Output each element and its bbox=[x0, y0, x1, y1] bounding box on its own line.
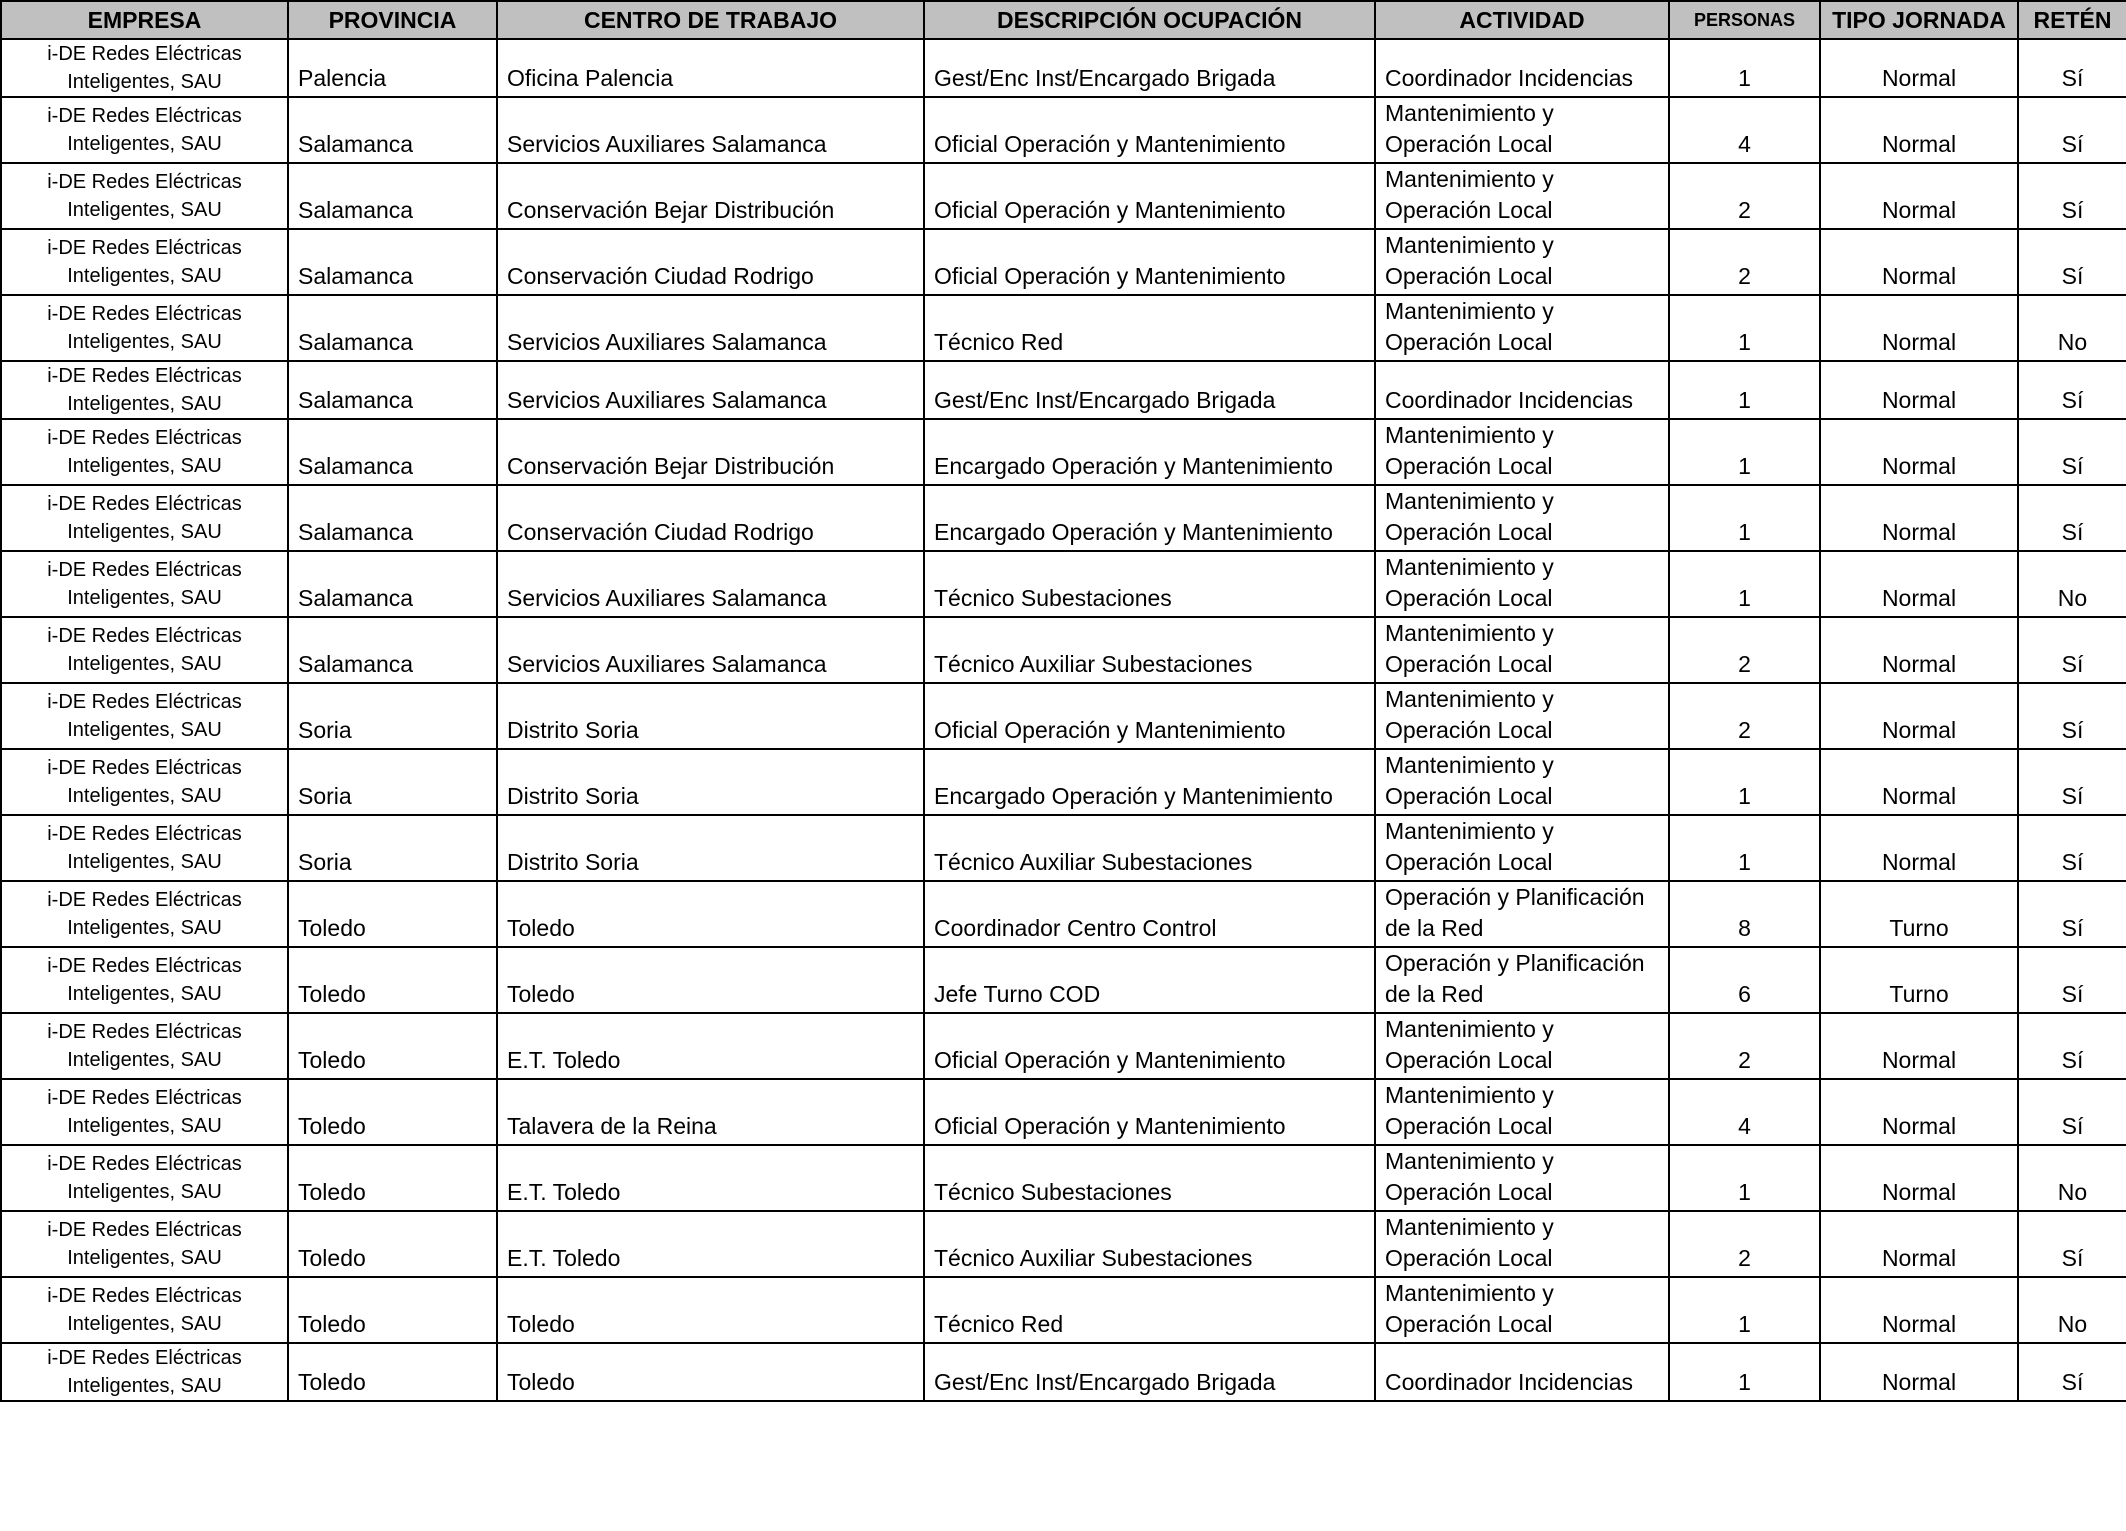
cell-descripcion-ocupacion: Oficial Operación y Mantenimiento bbox=[924, 229, 1375, 295]
cell-personas: 2 bbox=[1669, 1211, 1820, 1277]
cell-empresa bbox=[1, 551, 288, 617]
cell-tipo-jornada: Normal bbox=[1820, 1211, 2018, 1277]
cell-tipo-jornada: Normal bbox=[1820, 419, 2018, 485]
empresa-line-2: Inteligentes, SAU bbox=[67, 917, 222, 939]
actividad-line-1: Operación y Planificación bbox=[1385, 950, 1645, 976]
actividad-line-2: Operación Local bbox=[1385, 585, 1553, 611]
empresa-line-1: i-DE Redes Eléctricas bbox=[47, 105, 242, 127]
cell-centro-de-trabajo: Servicios Auxiliares Salamanca bbox=[497, 617, 924, 683]
cell-provincia: Salamanca bbox=[288, 419, 497, 485]
cell-reten: No bbox=[2018, 1277, 2126, 1343]
table-row bbox=[1, 749, 2126, 815]
table-row bbox=[1, 97, 2126, 163]
cell-reten: No bbox=[2018, 551, 2126, 617]
empresa-line-2: Inteligentes, SAU bbox=[67, 785, 222, 807]
cell-tipo-jornada: Normal bbox=[1820, 683, 2018, 749]
cell-actividad bbox=[1375, 97, 1669, 163]
cell-tipo-jornada: Normal bbox=[1820, 1343, 2018, 1401]
cell-reten: Sí bbox=[2018, 683, 2126, 749]
header-personas: PERSONAS bbox=[1669, 1, 1820, 39]
cell-centro-de-trabajo: Servicios Auxiliares Salamanca bbox=[497, 295, 924, 361]
empresa-line-1: i-DE Redes Eléctricas bbox=[47, 303, 242, 325]
cell-descripcion-ocupacion: Oficial Operación y Mantenimiento bbox=[924, 97, 1375, 163]
cell-empresa bbox=[1, 815, 288, 881]
actividad-line-2: Operación Local bbox=[1385, 717, 1553, 743]
header-centro-de-trabajo: CENTRO DE TRABAJO bbox=[497, 1, 924, 39]
cell-provincia: Salamanca bbox=[288, 551, 497, 617]
empresa-line-1: i-DE Redes Eléctricas bbox=[47, 955, 242, 977]
cell-tipo-jornada: Normal bbox=[1820, 295, 2018, 361]
actividad-line-1: Mantenimiento y bbox=[1385, 752, 1554, 778]
empresa-line-1: i-DE Redes Eléctricas bbox=[47, 171, 242, 193]
cell-centro-de-trabajo: Distrito Soria bbox=[497, 815, 924, 881]
cell-tipo-jornada: Normal bbox=[1820, 163, 2018, 229]
cell-actividad bbox=[1375, 1343, 1669, 1401]
cell-reten: No bbox=[2018, 1145, 2126, 1211]
cell-empresa bbox=[1, 1277, 288, 1343]
actividad-line-2: de la Red bbox=[1385, 915, 1484, 941]
empresa-line-2: Inteligentes, SAU bbox=[67, 1049, 222, 1071]
actividad-line-1: Mantenimiento y bbox=[1385, 232, 1554, 258]
cell-centro-de-trabajo: Oficina Palencia bbox=[497, 39, 924, 97]
empresa-line-1: i-DE Redes Eléctricas bbox=[47, 493, 242, 515]
empresa-line-2: Inteligentes, SAU bbox=[67, 1247, 222, 1269]
cell-actividad bbox=[1375, 749, 1669, 815]
cell-empresa bbox=[1, 1013, 288, 1079]
table-row bbox=[1, 815, 2126, 881]
cell-empresa bbox=[1, 683, 288, 749]
cell-provincia: Salamanca bbox=[288, 295, 497, 361]
empresa-line-1: i-DE Redes Eléctricas bbox=[47, 1021, 242, 1043]
cell-personas: 2 bbox=[1669, 229, 1820, 295]
cell-personas: 1 bbox=[1669, 1277, 1820, 1343]
cell-actividad bbox=[1375, 1013, 1669, 1079]
cell-tipo-jornada: Normal bbox=[1820, 551, 2018, 617]
empresa-line-1: i-DE Redes Eléctricas bbox=[47, 559, 242, 581]
cell-tipo-jornada: Turno bbox=[1820, 881, 2018, 947]
actividad-line-2: Operación Local bbox=[1385, 263, 1553, 289]
actividad-line-2: Operación Local bbox=[1385, 1047, 1553, 1073]
empresa-line-2: Inteligentes, SAU bbox=[67, 133, 222, 155]
empresa-line-1: i-DE Redes Eléctricas bbox=[47, 757, 242, 779]
table-row bbox=[1, 419, 2126, 485]
table-row bbox=[1, 1145, 2126, 1211]
empresa-line-2: Inteligentes, SAU bbox=[67, 455, 222, 477]
cell-actividad bbox=[1375, 485, 1669, 551]
table-row bbox=[1, 1277, 2126, 1343]
header-descripcion-ocupacion: DESCRIPCIÓN OCUPACIÓN bbox=[924, 1, 1375, 39]
cell-reten: Sí bbox=[2018, 361, 2126, 419]
empresa-line-1: i-DE Redes Eléctricas bbox=[47, 691, 242, 713]
table-row bbox=[1, 551, 2126, 617]
cell-provincia: Soria bbox=[288, 749, 497, 815]
header-reten: RETÉN bbox=[2018, 1, 2126, 39]
actividad-line-1: Mantenimiento y bbox=[1385, 166, 1554, 192]
cell-provincia: Toledo bbox=[288, 1145, 497, 1211]
actividad-line-1: Mantenimiento y bbox=[1385, 422, 1554, 448]
cell-provincia: Soria bbox=[288, 683, 497, 749]
cell-empresa bbox=[1, 1211, 288, 1277]
cell-empresa bbox=[1, 163, 288, 229]
actividad-line-2: Operación Local bbox=[1385, 651, 1553, 677]
cell-reten: Sí bbox=[2018, 1013, 2126, 1079]
cell-personas: 2 bbox=[1669, 163, 1820, 229]
cell-centro-de-trabajo: E.T. Toledo bbox=[497, 1145, 924, 1211]
cell-centro-de-trabajo: Distrito Soria bbox=[497, 683, 924, 749]
cell-reten: Sí bbox=[2018, 947, 2126, 1013]
cell-descripcion-ocupacion: Técnico Auxiliar Subestaciones bbox=[924, 815, 1375, 881]
header-provincia: PROVINCIA bbox=[288, 1, 497, 39]
cell-personas: 1 bbox=[1669, 419, 1820, 485]
actividad-line-2: Operación Local bbox=[1385, 1245, 1553, 1271]
cell-reten: Sí bbox=[2018, 1343, 2126, 1401]
cell-personas: 1 bbox=[1669, 551, 1820, 617]
cell-reten: Sí bbox=[2018, 749, 2126, 815]
cell-provincia: Salamanca bbox=[288, 229, 497, 295]
cell-centro-de-trabajo: Conservación Ciudad Rodrigo bbox=[497, 485, 924, 551]
cell-descripcion-ocupacion: Técnico Subestaciones bbox=[924, 1145, 1375, 1211]
table-row bbox=[1, 1211, 2126, 1277]
cell-personas: 1 bbox=[1669, 295, 1820, 361]
cell-reten: Sí bbox=[2018, 39, 2126, 97]
cell-tipo-jornada: Normal bbox=[1820, 617, 2018, 683]
table-row bbox=[1, 39, 2126, 97]
cell-personas: 2 bbox=[1669, 1013, 1820, 1079]
cell-centro-de-trabajo: Conservación Bejar Distribución bbox=[497, 163, 924, 229]
actividad-line-1: Mantenimiento y bbox=[1385, 488, 1554, 514]
empresa-line-2: Inteligentes, SAU bbox=[67, 1115, 222, 1137]
actividad-line-2: Operación Local bbox=[1385, 1113, 1553, 1139]
actividad-line-2: Coordinador Incidencias bbox=[1385, 65, 1634, 91]
actividad-line-2: Operación Local bbox=[1385, 131, 1553, 157]
cell-provincia: Toledo bbox=[288, 947, 497, 1013]
cell-centro-de-trabajo: Talavera de la Reina bbox=[497, 1079, 924, 1145]
cell-centro-de-trabajo: Servicios Auxiliares Salamanca bbox=[497, 97, 924, 163]
empresa-line-2: Inteligentes, SAU bbox=[67, 1181, 222, 1203]
cell-descripcion-ocupacion: Jefe Turno COD bbox=[924, 947, 1375, 1013]
empresa-line-1: i-DE Redes Eléctricas bbox=[47, 1285, 242, 1307]
cell-actividad bbox=[1375, 683, 1669, 749]
empresa-line-2: Inteligentes, SAU bbox=[67, 71, 222, 93]
cell-descripcion-ocupacion: Gest/Enc Inst/Encargado Brigada bbox=[924, 361, 1375, 419]
cell-tipo-jornada: Normal bbox=[1820, 749, 2018, 815]
cell-tipo-jornada: Normal bbox=[1820, 815, 2018, 881]
cell-reten: Sí bbox=[2018, 229, 2126, 295]
cell-tipo-jornada: Normal bbox=[1820, 1013, 2018, 1079]
cell-personas: 1 bbox=[1669, 39, 1820, 97]
cell-actividad bbox=[1375, 1079, 1669, 1145]
empresa-line-1: i-DE Redes Eléctricas bbox=[47, 889, 242, 911]
cell-centro-de-trabajo: Toledo bbox=[497, 1277, 924, 1343]
cell-actividad bbox=[1375, 1211, 1669, 1277]
cell-centro-de-trabajo: Toledo bbox=[497, 947, 924, 1013]
actividad-line-1: Mantenimiento y bbox=[1385, 1214, 1554, 1240]
empresa-line-2: Inteligentes, SAU bbox=[67, 851, 222, 873]
cell-reten: Sí bbox=[2018, 1211, 2126, 1277]
cell-provincia: Toledo bbox=[288, 1079, 497, 1145]
cell-personas: 1 bbox=[1669, 815, 1820, 881]
empresa-line-2: Inteligentes, SAU bbox=[67, 587, 222, 609]
cell-descripcion-ocupacion: Técnico Auxiliar Subestaciones bbox=[924, 617, 1375, 683]
actividad-line-2: de la Red bbox=[1385, 981, 1484, 1007]
cell-tipo-jornada: Normal bbox=[1820, 39, 2018, 97]
cell-empresa bbox=[1, 485, 288, 551]
cell-empresa bbox=[1, 1079, 288, 1145]
cell-descripcion-ocupacion: Técnico Red bbox=[924, 1277, 1375, 1343]
cell-reten: Sí bbox=[2018, 1079, 2126, 1145]
empresa-line-2: Inteligentes, SAU bbox=[67, 653, 222, 675]
empresa-line-2: Inteligentes, SAU bbox=[67, 199, 222, 221]
cell-empresa bbox=[1, 361, 288, 419]
cell-actividad bbox=[1375, 419, 1669, 485]
cell-provincia: Toledo bbox=[288, 1211, 497, 1277]
cell-provincia: Salamanca bbox=[288, 617, 497, 683]
cell-descripcion-ocupacion: Técnico Subestaciones bbox=[924, 551, 1375, 617]
cell-personas: 4 bbox=[1669, 1079, 1820, 1145]
cell-actividad bbox=[1375, 617, 1669, 683]
table-row bbox=[1, 617, 2126, 683]
empresa-line-2: Inteligentes, SAU bbox=[67, 1375, 222, 1397]
cell-empresa bbox=[1, 97, 288, 163]
cell-reten: Sí bbox=[2018, 815, 2126, 881]
cell-descripcion-ocupacion: Oficial Operación y Mantenimiento bbox=[924, 1013, 1375, 1079]
cell-actividad bbox=[1375, 881, 1669, 947]
cell-personas: 6 bbox=[1669, 947, 1820, 1013]
cell-provincia: Palencia bbox=[288, 39, 497, 97]
cell-provincia: Toledo bbox=[288, 1277, 497, 1343]
cell-descripcion-ocupacion: Coordinador Centro Control bbox=[924, 881, 1375, 947]
cell-descripcion-ocupacion: Encargado Operación y Mantenimiento bbox=[924, 749, 1375, 815]
cell-descripcion-ocupacion: Encargado Operación y Mantenimiento bbox=[924, 419, 1375, 485]
cell-tipo-jornada: Normal bbox=[1820, 361, 2018, 419]
cell-provincia: Salamanca bbox=[288, 361, 497, 419]
cell-tipo-jornada: Normal bbox=[1820, 1079, 2018, 1145]
cell-reten: Sí bbox=[2018, 97, 2126, 163]
cell-provincia: Salamanca bbox=[288, 97, 497, 163]
actividad-line-2: Operación Local bbox=[1385, 453, 1553, 479]
table-row bbox=[1, 163, 2126, 229]
cell-provincia: Toledo bbox=[288, 1013, 497, 1079]
actividad-line-1: Mantenimiento y bbox=[1385, 1082, 1554, 1108]
cell-personas: 2 bbox=[1669, 683, 1820, 749]
actividad-line-1: Mantenimiento y bbox=[1385, 620, 1554, 646]
empresa-line-1: i-DE Redes Eléctricas bbox=[47, 1153, 242, 1175]
actividad-line-2: Operación Local bbox=[1385, 329, 1553, 355]
actividad-line-1: Mantenimiento y bbox=[1385, 1280, 1554, 1306]
header-row bbox=[1, 1, 2126, 39]
cell-provincia: Salamanca bbox=[288, 163, 497, 229]
cell-personas: 1 bbox=[1669, 749, 1820, 815]
empresa-line-1: i-DE Redes Eléctricas bbox=[47, 427, 242, 449]
empresa-line-1: i-DE Redes Eléctricas bbox=[47, 365, 242, 387]
cell-reten: Sí bbox=[2018, 881, 2126, 947]
table-row bbox=[1, 295, 2126, 361]
cell-descripcion-ocupacion: Técnico Auxiliar Subestaciones bbox=[924, 1211, 1375, 1277]
actividad-line-2: Operación Local bbox=[1385, 197, 1553, 223]
cell-centro-de-trabajo: Distrito Soria bbox=[497, 749, 924, 815]
cell-provincia: Toledo bbox=[288, 1343, 497, 1401]
cell-empresa bbox=[1, 419, 288, 485]
empresa-line-2: Inteligentes, SAU bbox=[67, 1313, 222, 1335]
cell-centro-de-trabajo: Servicios Auxiliares Salamanca bbox=[497, 551, 924, 617]
table-row bbox=[1, 485, 2126, 551]
cell-tipo-jornada: Normal bbox=[1820, 229, 2018, 295]
cell-personas: 1 bbox=[1669, 485, 1820, 551]
empresa-line-2: Inteligentes, SAU bbox=[67, 719, 222, 741]
cell-descripcion-ocupacion: Oficial Operación y Mantenimiento bbox=[924, 163, 1375, 229]
actividad-line-2: Coordinador Incidencias bbox=[1385, 387, 1634, 413]
actividad-line-2: Operación Local bbox=[1385, 1179, 1553, 1205]
cell-empresa bbox=[1, 229, 288, 295]
empresa-line-1: i-DE Redes Eléctricas bbox=[47, 625, 242, 647]
cell-descripcion-ocupacion: Oficial Operación y Mantenimiento bbox=[924, 1079, 1375, 1145]
cell-reten: Sí bbox=[2018, 617, 2126, 683]
actividad-line-2: Operación Local bbox=[1385, 1311, 1553, 1337]
cell-centro-de-trabajo: Servicios Auxiliares Salamanca bbox=[497, 361, 924, 419]
empresa-line-1: i-DE Redes Eléctricas bbox=[47, 1087, 242, 1109]
cell-empresa bbox=[1, 39, 288, 97]
empresa-line-1: i-DE Redes Eléctricas bbox=[47, 43, 242, 65]
header-actividad: ACTIVIDAD bbox=[1375, 1, 1669, 39]
empresa-line-1: i-DE Redes Eléctricas bbox=[47, 1219, 242, 1241]
empresa-line-2: Inteligentes, SAU bbox=[67, 983, 222, 1005]
actividad-line-1: Mantenimiento y bbox=[1385, 554, 1554, 580]
cell-reten: Sí bbox=[2018, 419, 2126, 485]
actividad-line-1: Mantenimiento y bbox=[1385, 298, 1554, 324]
cell-actividad bbox=[1375, 163, 1669, 229]
cell-personas: 1 bbox=[1669, 1145, 1820, 1211]
cell-empresa bbox=[1, 1343, 288, 1401]
actividad-line-1: Operación y Planificación bbox=[1385, 884, 1645, 910]
cell-actividad bbox=[1375, 1145, 1669, 1211]
cell-descripcion-ocupacion: Gest/Enc Inst/Encargado Brigada bbox=[924, 39, 1375, 97]
cell-actividad bbox=[1375, 295, 1669, 361]
table-row bbox=[1, 1079, 2126, 1145]
cell-actividad bbox=[1375, 815, 1669, 881]
actividad-line-2: Operación Local bbox=[1385, 783, 1553, 809]
cell-reten: Sí bbox=[2018, 485, 2126, 551]
cell-empresa bbox=[1, 749, 288, 815]
cell-descripcion-ocupacion: Encargado Operación y Mantenimiento bbox=[924, 485, 1375, 551]
cell-descripcion-ocupacion: Oficial Operación y Mantenimiento bbox=[924, 683, 1375, 749]
actividad-line-1: Mantenimiento y bbox=[1385, 1016, 1554, 1042]
cell-empresa bbox=[1, 881, 288, 947]
cell-actividad bbox=[1375, 361, 1669, 419]
actividad-line-1: Mantenimiento y bbox=[1385, 686, 1554, 712]
actividad-line-2: Coordinador Incidencias bbox=[1385, 1369, 1634, 1395]
header-empresa: EMPRESA bbox=[1, 1, 288, 39]
actividad-line-1: Mantenimiento y bbox=[1385, 100, 1554, 126]
actividad-line-1: Mantenimiento y bbox=[1385, 1148, 1554, 1174]
cell-tipo-jornada: Turno bbox=[1820, 947, 2018, 1013]
cell-provincia: Soria bbox=[288, 815, 497, 881]
table-row bbox=[1, 1013, 2126, 1079]
table-body bbox=[1, 39, 2126, 1401]
cell-centro-de-trabajo: Toledo bbox=[497, 881, 924, 947]
actividad-line-2: Operación Local bbox=[1385, 849, 1553, 875]
cell-reten: Sí bbox=[2018, 163, 2126, 229]
cell-provincia: Salamanca bbox=[288, 485, 497, 551]
cell-centro-de-trabajo: Toledo bbox=[497, 1343, 924, 1401]
cell-tipo-jornada: Normal bbox=[1820, 485, 2018, 551]
cell-personas: 4 bbox=[1669, 97, 1820, 163]
cell-tipo-jornada: Normal bbox=[1820, 1145, 2018, 1211]
cell-centro-de-trabajo: Conservación Bejar Distribución bbox=[497, 419, 924, 485]
actividad-line-2: Operación Local bbox=[1385, 519, 1553, 545]
empresa-line-2: Inteligentes, SAU bbox=[67, 331, 222, 353]
table-row bbox=[1, 1343, 2126, 1401]
cell-centro-de-trabajo: E.T. Toledo bbox=[497, 1211, 924, 1277]
empresa-line-1: i-DE Redes Eléctricas bbox=[47, 823, 242, 845]
cell-personas: 2 bbox=[1669, 617, 1820, 683]
cell-empresa bbox=[1, 1145, 288, 1211]
cell-empresa bbox=[1, 947, 288, 1013]
header-tipo-jornada: TIPO JORNADA bbox=[1820, 1, 2018, 39]
table-row bbox=[1, 361, 2126, 419]
cell-centro-de-trabajo: Conservación Ciudad Rodrigo bbox=[497, 229, 924, 295]
cell-actividad bbox=[1375, 551, 1669, 617]
table-row bbox=[1, 947, 2126, 1013]
cell-reten: No bbox=[2018, 295, 2126, 361]
cell-actividad bbox=[1375, 229, 1669, 295]
actividad-line-1: Mantenimiento y bbox=[1385, 818, 1554, 844]
cell-provincia: Toledo bbox=[288, 881, 497, 947]
empresa-line-2: Inteligentes, SAU bbox=[67, 393, 222, 415]
cell-descripcion-ocupacion: Técnico Red bbox=[924, 295, 1375, 361]
cell-actividad bbox=[1375, 39, 1669, 97]
cell-empresa bbox=[1, 295, 288, 361]
cell-actividad bbox=[1375, 947, 1669, 1013]
cell-personas: 1 bbox=[1669, 1343, 1820, 1401]
cell-tipo-jornada: Normal bbox=[1820, 1277, 2018, 1343]
cell-personas: 8 bbox=[1669, 881, 1820, 947]
empresa-line-2: Inteligentes, SAU bbox=[67, 521, 222, 543]
cell-actividad bbox=[1375, 1277, 1669, 1343]
cell-empresa bbox=[1, 617, 288, 683]
table-row bbox=[1, 683, 2126, 749]
table-row bbox=[1, 229, 2126, 295]
cell-descripcion-ocupacion: Gest/Enc Inst/Encargado Brigada bbox=[924, 1343, 1375, 1401]
empresa-line-2: Inteligentes, SAU bbox=[67, 265, 222, 287]
cell-personas: 1 bbox=[1669, 361, 1820, 419]
empresa-line-1: i-DE Redes Eléctricas bbox=[47, 1347, 242, 1369]
cell-tipo-jornada: Normal bbox=[1820, 97, 2018, 163]
cell-centro-de-trabajo: E.T. Toledo bbox=[497, 1013, 924, 1079]
table-row bbox=[1, 881, 2126, 947]
empresa-line-1: i-DE Redes Eléctricas bbox=[47, 237, 242, 259]
